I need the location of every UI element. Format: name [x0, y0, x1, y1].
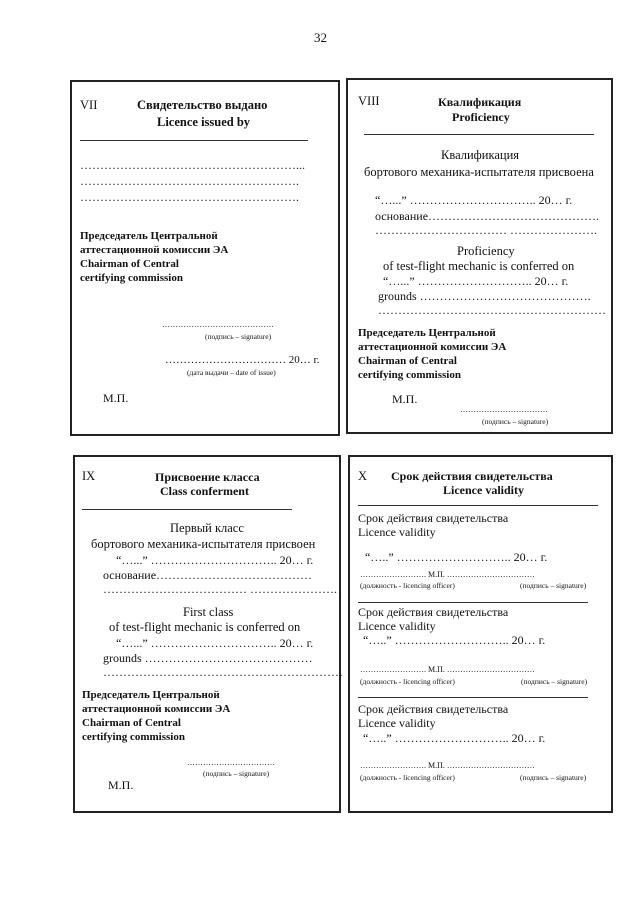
- section-vii-chair-3: Chairman of Central: [80, 258, 179, 270]
- section-x-rule: [358, 505, 598, 506]
- validity-3-en: Licence validity: [358, 716, 436, 730]
- validity-3-date: “…..” ……………………….. 20… г.: [363, 731, 546, 745]
- section-viii-stamp: М.П.: [392, 392, 418, 406]
- section-vii-title-ru: Свидетельство выдано: [137, 98, 268, 112]
- section-ix-ru-basis: основание…………………………………: [103, 568, 313, 582]
- section-viii-signature-label: (подпись – signature): [482, 417, 549, 426]
- section-x-title-ru: Срок действия свидетельства: [391, 469, 553, 483]
- validity-2-divider: [358, 697, 588, 698]
- section-ix-en-grounds: grounds ……………………………………: [103, 651, 313, 665]
- validity-3-signature-label: (подпись – signature): [520, 773, 587, 782]
- section-ix-ru-date: “…...” ………………………….. 20… г.: [116, 553, 314, 567]
- section-ix-rule: [82, 509, 292, 510]
- section-viii-ru-date: “…...” ………………………….. 20… г.: [375, 193, 573, 207]
- section-ix-chair-2: аттестационной комиссии ЭА: [82, 703, 231, 715]
- section-viii-title-en: Proficiency: [452, 110, 510, 124]
- validity-2-date: “…..” ……………………….. 20… г.: [363, 633, 546, 647]
- section-ix-chair-4: certifying commission: [82, 731, 185, 743]
- section-viii-title-ru: Квалификация: [438, 95, 522, 109]
- section-x-number: X: [358, 469, 368, 483]
- section-ix-chair-1: Председатель Центральной: [82, 689, 220, 701]
- section-ix-signature-dots: ……………………………: [187, 758, 275, 767]
- section-viii-chair-2: аттестационной комиссии ЭА: [358, 341, 507, 353]
- section-vii-dots-2: ……………………………………………….: [80, 174, 299, 188]
- section-ix-ru-line: бортового механика-испытателя присвоен: [91, 537, 316, 551]
- section-vii-dots-3: ……………………………………………….: [80, 190, 299, 204]
- section-vii-dots-1: ………………………………………………...: [80, 158, 305, 172]
- section-ix-ru-dots: ……………………………… ………………….: [103, 582, 337, 596]
- section-viii-signature-dots: ……………………………: [460, 405, 548, 414]
- validity-1-officer-label: (должность - licencing officer): [360, 581, 455, 590]
- section-viii-ru-dots: …………………………… ………………….: [375, 223, 597, 237]
- validity-2-en: Licence validity: [358, 619, 436, 633]
- section-vii-chair-1: Председатель Центральной: [80, 230, 218, 242]
- section-vii-signature-dots: ……………………………………: [162, 320, 274, 329]
- validity-3-mp-line: ……………………. М.П. ……………………………: [360, 761, 535, 770]
- section-vii-rule: [80, 140, 308, 141]
- validity-1-en: Licence validity: [358, 525, 436, 539]
- section-viii-chair-4: certifying commission: [358, 369, 461, 381]
- section-vii-title-en: Licence issued by: [157, 115, 251, 129]
- section-vii-date-label: (дата выдачи – date of issue): [187, 368, 276, 377]
- validity-1-divider: [358, 602, 588, 603]
- section-viii-chair-3: Chairman of Central: [358, 355, 457, 367]
- section-vii-number: VII: [80, 98, 98, 112]
- section-vii-date-line: …………………………… 20… г.: [165, 354, 320, 366]
- section-viii-ru-head: Квалификация: [441, 148, 520, 162]
- section-ix-en-date: “…...” ………………………….. 20… г.: [116, 636, 314, 650]
- validity-1-signature-label: (подпись – signature): [520, 581, 587, 590]
- validity-3-ru: Срок действия свидетельства: [358, 702, 509, 716]
- section-ix-en-line: of test-flight mechanic is conferred on: [109, 620, 301, 634]
- section-vii-chair-4: certifying commission: [80, 272, 183, 284]
- section-viii-ru-basis: основание…………………………………….: [375, 209, 600, 223]
- section-ix-en-dots: ……………………………………………………: [103, 665, 343, 679]
- page-number: 32: [314, 30, 327, 45]
- section-ix-number: IX: [82, 469, 96, 483]
- validity-2-signature-label: (подпись – signature): [521, 677, 588, 686]
- section-viii-en-grounds: grounds …………………………………….: [378, 289, 591, 303]
- section-viii-en-head: Proficiency: [457, 244, 515, 258]
- section-vii-chair-2: аттестационной комиссии ЭА: [80, 244, 229, 256]
- section-viii-ru-line: бортового механика-испытателя присвоена: [364, 165, 594, 179]
- section-ix-title-en: Class conferment: [160, 484, 249, 498]
- section-viii-en-dots: …………………………………………………: [378, 303, 606, 317]
- section-vii-signature-label: (подпись – signature): [205, 332, 272, 341]
- section-vii-stamp: М.П.: [103, 391, 129, 405]
- section-ix-en-head: First class: [183, 605, 234, 619]
- validity-2-officer-label: (должность - licencing officer): [360, 677, 455, 686]
- validity-1-mp-line: ……………………. М.П. ……………………………: [360, 570, 535, 579]
- validity-1-ru: Срок действия свидетельства: [358, 511, 509, 525]
- section-ix-signature-label: (подпись – signature): [203, 769, 270, 778]
- section-ix-ru-head: Первый класс: [170, 521, 244, 535]
- section-ix-title-ru: Присвоение класса: [155, 470, 260, 484]
- section-viii-chair-1: Председатель Центральной: [358, 327, 496, 339]
- section-ix-stamp: М.П.: [108, 778, 134, 792]
- section-viii-number: VIII: [358, 94, 380, 108]
- section-viii-en-date: “…...” ……………………….. 20… г.: [383, 274, 569, 288]
- validity-2-mp-line: ……………………. М.П. ……………………………: [360, 665, 535, 674]
- section-ix-chair-3: Chairman of Central: [82, 717, 181, 729]
- validity-2-ru: Срок действия свидетельства: [358, 605, 509, 619]
- section-viii-en-line: of test-flight mechanic is conferred on: [383, 259, 575, 273]
- section-viii-rule: [364, 134, 594, 135]
- section-x-title-en: Licence validity: [443, 483, 524, 497]
- validity-1-date: “…..” ……………………….. 20… г.: [365, 550, 548, 564]
- validity-3-officer-label: (должность - licencing officer): [360, 773, 455, 782]
